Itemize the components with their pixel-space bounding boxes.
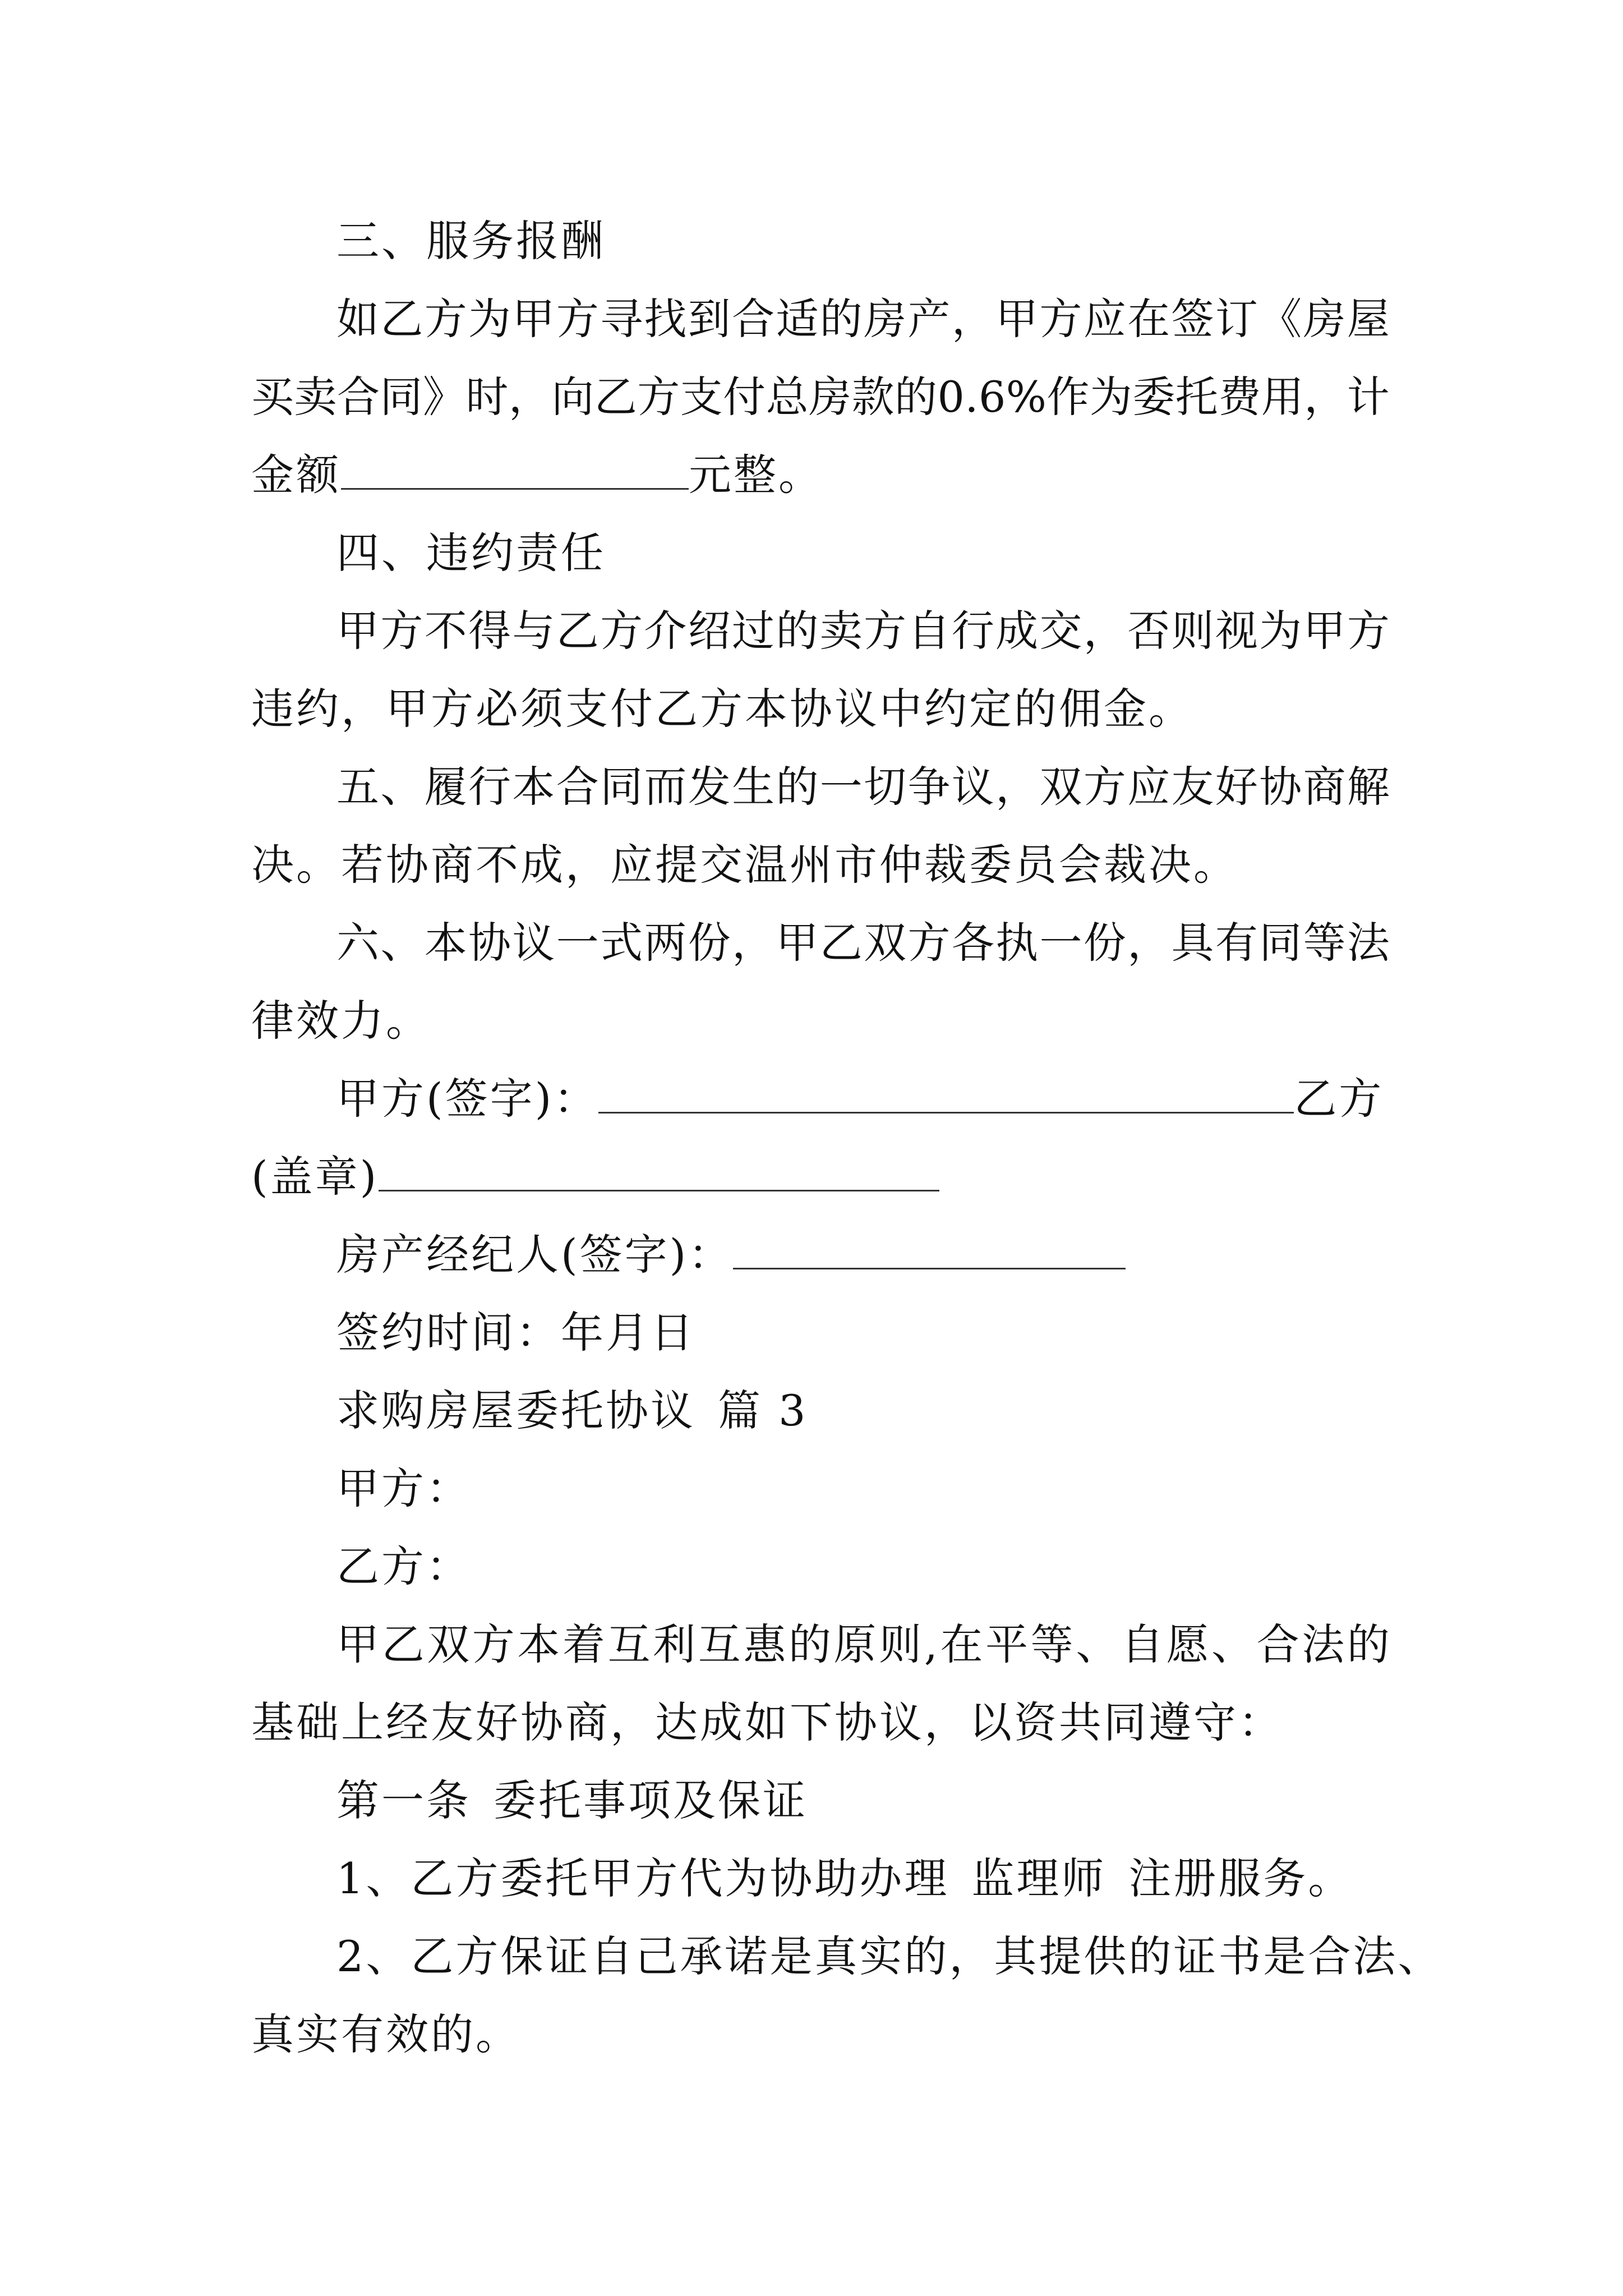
signature-line-party-a bbox=[251, 1060, 1390, 1138]
sign-date-line bbox=[251, 1294, 1390, 1372]
section-heading-breach bbox=[251, 514, 1390, 592]
paragraph-text: 真实有效的。 bbox=[251, 2009, 520, 2059]
paragraph-text: 六 、 本 协 议 一 式 两 份 ， 甲 乙 双 方 各 执 一 份 ， 具 有 同 等 法 bbox=[336, 918, 1390, 968]
paragraph-text: 决。若协商不成，应提交温州市仲裁委员会裁决。 bbox=[251, 840, 1238, 890]
agent-signature-blank[interactable] bbox=[733, 1228, 1126, 1269]
paragraph-text: 违约，甲方必须支付乙方本协议中约定的佣金。 bbox=[251, 684, 1193, 734]
signature-line-agent bbox=[251, 1216, 1390, 1294]
fee-amount-blank[interactable] bbox=[341, 449, 689, 490]
heading-text: 四、违约责任 bbox=[336, 528, 606, 578]
article-title: 委托事项及保证 bbox=[494, 1775, 808, 1825]
section-title-line bbox=[251, 1372, 1390, 1450]
paragraph-line bbox=[251, 280, 1390, 358]
list-item bbox=[251, 1839, 1390, 1917]
paragraph-line bbox=[251, 982, 1390, 1060]
paragraph-text: 律效力。 bbox=[251, 996, 431, 1046]
paragraph-line bbox=[251, 358, 1390, 436]
paragraph-text: 甲 乙 双 方 本 着 互 利 互 惠 的 原 则 , 在 平 等 、 自 愿 、 合 法 的 bbox=[336, 1619, 1390, 1669]
paragraph-line bbox=[251, 436, 1390, 514]
sign-date-text: 签约时间：年月日 bbox=[336, 1308, 695, 1358]
paragraph-line bbox=[251, 904, 1390, 982]
signature-label: 甲方(签字)： bbox=[336, 1074, 599, 1124]
signature-line-party-b bbox=[251, 1138, 1390, 1216]
paragraph-text: 甲 方 不 得 与 乙 方 介 绍 过 的 卖 方 自 行 成 交 ， 否 则 视 为 甲 方 bbox=[336, 606, 1390, 656]
paragraph-line bbox=[251, 748, 1390, 826]
paragraph-text: 基础上经友好协商，达成如下协议，以资共同遵守： bbox=[251, 1697, 1283, 1747]
list-item-text: 1、乙方委托甲方代为协助办理 bbox=[336, 1853, 949, 1903]
paragraph-line bbox=[251, 1605, 1390, 1683]
signature-label: (盖章) bbox=[251, 1152, 379, 1202]
paragraph-text: 买 卖 合 同 》 时 ， 向 乙 方 支 付 总 房 款 的 0 . 6 % 作 为 委 托 费 用 ， 计 bbox=[251, 372, 1390, 422]
heading-text: 三、服务报酬 bbox=[336, 216, 606, 266]
party-b-seal-blank[interactable] bbox=[379, 1151, 939, 1191]
section-part: 篇 3 bbox=[718, 1386, 808, 1435]
paragraph-line bbox=[251, 1683, 1390, 1761]
article-heading bbox=[251, 1761, 1390, 1839]
list-item-text: 2、乙方保证自己承诺是真实的，其提供的证书是合法、 bbox=[336, 1931, 1443, 1981]
party-b-label: 乙方： bbox=[336, 1542, 471, 1591]
paragraph-text: 元整。 bbox=[689, 450, 823, 500]
paragraph-text: 五 、 履 行 本 合 同 而 发 生 的 一 切 争 议 ， 双 方 应 友 好 协 商 解 bbox=[336, 762, 1390, 812]
party-a-signature-blank[interactable] bbox=[598, 1073, 1294, 1114]
section-title: 求购房屋委托协议 bbox=[336, 1386, 695, 1435]
document-body bbox=[251, 202, 1443, 2073]
paragraph-line bbox=[251, 592, 1390, 670]
paragraph-text: 如 乙 方 为 甲 方 寻 找 到 合 适 的 房 产 ， 甲 方 应 在 签 订 《 房 屋 bbox=[336, 294, 1390, 344]
paragraph-line bbox=[251, 1995, 1390, 2073]
party-a-label: 甲方： bbox=[336, 1464, 471, 1513]
list-item-text: 注册服务。 bbox=[1128, 1853, 1353, 1903]
party-b-line bbox=[251, 1527, 1390, 1605]
paragraph-line bbox=[251, 826, 1390, 904]
party-a-line bbox=[251, 1450, 1390, 1527]
article-number: 第一条 bbox=[336, 1775, 471, 1825]
paragraph-text: 金额 bbox=[251, 450, 341, 500]
list-item-text: 监理师 bbox=[971, 1853, 1106, 1903]
list-item bbox=[251, 1917, 1443, 1995]
signature-label: 房产经纪人(签字)： bbox=[336, 1230, 734, 1280]
signature-label: 乙方 bbox=[1294, 1074, 1384, 1124]
paragraph-line bbox=[251, 670, 1390, 748]
section-heading-remuneration bbox=[251, 202, 1390, 280]
